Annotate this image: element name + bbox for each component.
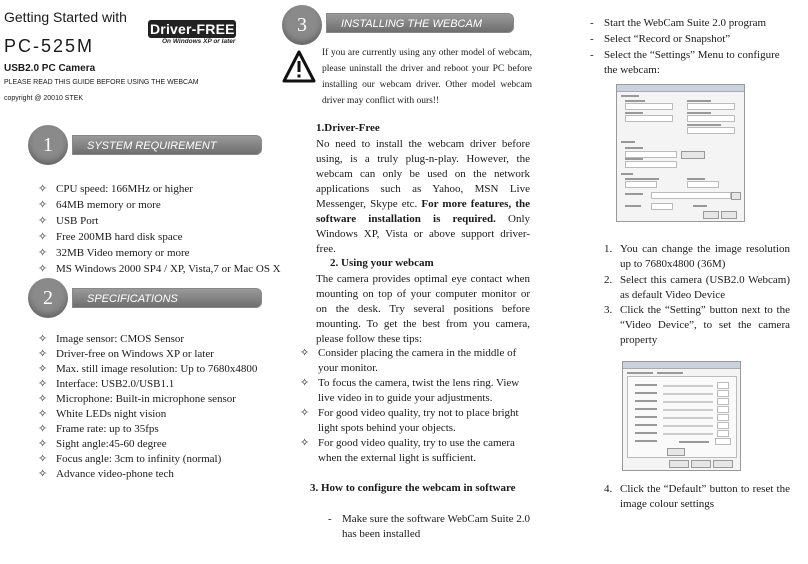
list-item: ✧ USB Port: [38, 215, 99, 227]
diamond-bullet-icon: ✧: [38, 348, 48, 360]
diamond-bullet-icon: ✧: [300, 347, 310, 359]
list-item: - Select the “Settings” Menu to configure the webcam:: [590, 49, 780, 76]
list-item: ✧ Advance video-phone tech: [38, 468, 174, 480]
install-step: [328, 512, 530, 542]
section3-number: 3: [282, 5, 322, 45]
diamond-bullet-icon: ✧: [38, 468, 48, 480]
warning-text: If you are currently using any other model of webcam, please uninstall the driver and reboot your PC before installing our webcam driver. Other model webcam driver may conflict with ours!!: [322, 48, 532, 106]
diamond-bullet-icon: ✧: [38, 393, 48, 405]
logo-text: Driver-FREE: [150, 21, 235, 37]
diamond-bullet-icon: ✧: [38, 247, 48, 259]
diamond-bullet-icon: ✧: [38, 333, 48, 345]
diamond-bullet-icon: ✧: [38, 263, 48, 275]
dash-bullet: -: [328, 513, 332, 525]
section2-number: 2: [28, 278, 68, 318]
driver-free-bold: For more features, the software installation is required.: [316, 198, 530, 225]
driver-free-logo: [148, 20, 236, 48]
driver-free-text: No need to install the webcam driver before using, is a truly plug-n-play. However, the webcam can only be used on the network applications such as Yahoo, MSN Live Messenger, Skype etc.: [316, 138, 530, 210]
list-item: ✧ 64MB memory or more: [38, 199, 161, 211]
requirements-list: [38, 182, 281, 278]
driver-free-heading: 1.Driver-Free: [316, 122, 380, 134]
product-subtitle: USB2.0 PC Camera: [4, 63, 96, 74]
list-item: ✧ Microphone: Built-in microphone sensor: [38, 393, 236, 405]
install-step-text: Make sure the software WebCam Suite 2.0 has been installed: [342, 513, 531, 540]
model-title: PC-525M: [4, 36, 95, 56]
numbered-steps: [604, 242, 790, 348]
driver-free-paragraph: [316, 137, 530, 257]
list-item: ✧ Interface: USB2.0/USB1.1: [38, 378, 175, 390]
list-item: ✧ White LEDs night vision: [38, 408, 167, 420]
diamond-bullet-icon: ✧: [300, 437, 310, 449]
diamond-bullet-icon: ✧: [38, 408, 48, 420]
list-item: - Select “Record or Snapshot”: [590, 33, 731, 45]
list-item: ✧ For good video quality, try not to place bright light spots behind your objects.: [300, 407, 519, 434]
list-item: ✧ Image sensor: CMOS Sensor: [38, 333, 185, 345]
diamond-bullet-icon: ✧: [38, 199, 48, 211]
list-item: 1. You can change the image resolution up to 7680x4800 (36M): [604, 243, 790, 270]
section1-title: SYSTEM REQUIREMENT: [72, 135, 262, 155]
copyright: copyright @ 20010 STEK: [4, 95, 84, 102]
diamond-bullet-icon: ✧: [300, 407, 310, 419]
section2-title: SPECIFICATIONS: [72, 288, 262, 308]
tips-list: [300, 346, 532, 466]
driver-free-tail: Only Windows XP, Vista or above support driver-free.: [316, 213, 530, 255]
list-item: - Start the WebCam Suite 2.0 program: [590, 17, 767, 29]
settings-dialog-screenshot: [616, 84, 745, 222]
properties-dialog-screenshot: [622, 361, 741, 471]
configure-heading: 3. How to configure the webcam in software: [310, 482, 516, 494]
list-item: ✧ 32MB Video memory or more: [38, 247, 190, 259]
list-item: 2. Select this camera (USB2.0 Webcam) as default Video Device: [604, 274, 790, 301]
warning-icon: [282, 50, 316, 84]
diamond-bullet-icon: ✧: [38, 438, 48, 450]
list-item: ✧ Sight angle:45-60 degree: [38, 438, 167, 450]
title-prefix: Getting Started with: [4, 9, 127, 25]
diamond-bullet-icon: ✧: [38, 183, 48, 195]
list-item: ✧ Focus angle: 3cm to infinity (normal): [38, 453, 222, 465]
list-item: ✧ To focus the camera, twist the lens ring. View live video in to guide your adjustments.: [300, 377, 520, 404]
list-item: ✧ For good video quality, try to use the camera when the external light is sufficient.: [300, 437, 515, 464]
list-item: 3. Click the “Setting” button next to the “Video Device”, to set the camera property: [604, 304, 790, 346]
using-webcam-paragraph: The camera provides optimal eye contact when mounting on top of your computer monitor or on the desk. Try several positions before mounting. To get the best from you camera, please follow these tips:: [316, 273, 530, 345]
step4: 4. Click the “Default” button to reset the image colour settings: [604, 483, 790, 510]
diamond-bullet-icon: ✧: [38, 215, 48, 227]
diamond-bullet-icon: ✧: [38, 423, 48, 435]
diamond-bullet-icon: ✧: [38, 453, 48, 465]
diamond-bullet-icon: ✧: [300, 377, 310, 389]
software-steps: [590, 16, 790, 78]
list-item: ✧ Consider placing the camera in the middle of your monitor.: [300, 347, 517, 374]
logo-subtext: On Windows XP or later: [162, 38, 236, 45]
section3-title: INSTALLING THE WEBCAM: [326, 13, 514, 33]
section1-number: 1: [28, 125, 68, 165]
using-webcam-heading: 2. Using your webcam: [330, 257, 434, 269]
diamond-bullet-icon: ✧: [38, 231, 48, 243]
list-item: ✧ Free 200MB hard disk space: [38, 231, 183, 243]
list-item: ✧ Max. still image resolution: Up to 7680x4800: [38, 363, 258, 375]
read-guide-notice: PLEASE READ THIS GUIDE BEFORE USING THE WEBCAM: [4, 79, 199, 86]
list-item: ✧ CPU speed: 166MHz or higher: [38, 183, 193, 195]
diamond-bullet-icon: ✧: [38, 378, 48, 390]
list-item: ✧ Frame rate: up to 35fps: [38, 423, 159, 435]
list-item: ✧ Driver-free on Windows XP or later: [38, 348, 214, 360]
diamond-bullet-icon: ✧: [38, 363, 48, 375]
list-item: ✧ MS Windows 2000 SP4 / XP, Vista,7 or Mac OS X: [38, 263, 281, 275]
specifications-list: [38, 332, 278, 482]
